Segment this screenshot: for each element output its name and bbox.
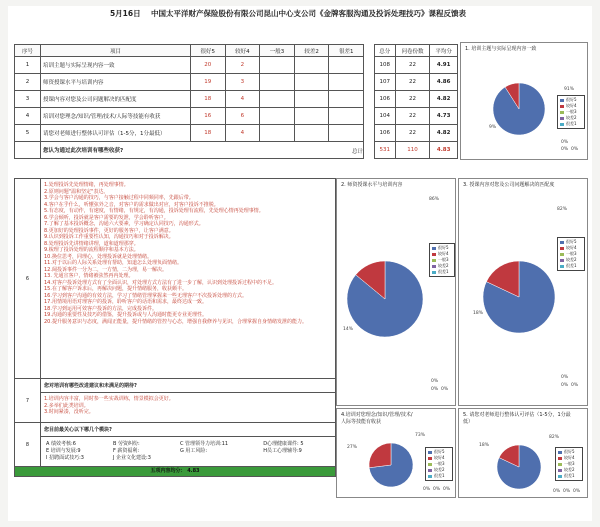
sum-total: 531 [375, 142, 396, 159]
row-item: 请您对老师进行整体认可评估（1-5分，1分最低） [41, 125, 191, 142]
pie-chart-4 [336, 408, 456, 498]
row-v4: 3 [225, 74, 260, 91]
chart-2-title: 2. 师资授课水平与培训内容 [341, 182, 403, 188]
score-row [375, 91, 458, 108]
pie-chart-5 [458, 408, 588, 498]
section-7-no: 7 [15, 379, 41, 423]
row-v5: 16 [191, 108, 226, 125]
score-total: 107 [375, 74, 396, 91]
feedback-sheet [8, 6, 592, 521]
row-v4: 4 [225, 91, 260, 108]
chart-4-label: 27% [347, 445, 358, 450]
col-avg: 平均分 [430, 45, 458, 57]
chart-3-label: 0% [561, 383, 569, 388]
score-avg: 4.82 [430, 125, 458, 142]
section-8-question: 您目前最关心以下哪几个模块? [41, 423, 336, 437]
chart-5-label: 0% [573, 489, 581, 494]
score-total: 104 [375, 108, 396, 125]
chart-2-label: 0% [441, 387, 449, 392]
question-row [15, 142, 364, 159]
section-6-content: 1.处理投诉先处理情绪，再处理事情。 2.原则问题"温和坚定"表达。 3.学会与客户沟通的技巧，与客户接触过程中同频同率，先跟后带。 4.客户在乎什么，听懂弦外之音，对客户的需求做出对应，对客户投诉不推脱。 5.有态度，有动作，有速度，有情绪，有规定，有沟通，投诉处理有流程，先处理心情再处理事情。 6.学会倾听，投诉就是客户需要的发泄，学会聆听客户。 7.了解了基本投诉概念，沟通六大要素，学习确定认同技巧，沟通形式。 8.更加好的处理投诉事件，更好的服务客户，让客户满意。 9.认识到投诉工作重要性认知，沟通技巧和对于投诉解决。 8.处理投诉先讲情绪讲理，道和道理那穿。 9.梳理了投诉处理的流程顺序和基本方法。 10.换位思考，同理心，处理投诉就是处理情绪。 11.对于以后的人际关系处理有帮助，知道怎么处理负面情绪。 12.阔投诉事件一分为二，一方情，二为理，易一解决。 13. 先通宣客户，情绪被弦然再内处理。 14.对客户投诉处理方式有了全面认识，对处理方式方法有了进一步了解，认识到处理投诉过程中的不足。 15.在了解客户诉求后，再解决问题，提升情绪服务，收获颇丰。 16.学习到客户沟通的有效方法，学习了情绪管理掌握来一些无理客户不次投诉处理的方式。 17.用情境用语对理客户的投诉，聆听客户的话语和需求，最终达成一致。 18.学习到运用可效客户投诉的方法，完成投诉件。 19.沟通的重要性及技巧的借鉴，提升投诉或与人沟通时能更专业更理性。 20.提升服务意识与态度，满闻正能量，提升情绪的管控与心态，增强自我修养与见识，合理掌握自身情绪发泄的能力。 [41, 179, 336, 379]
col-v3: 一般3 [260, 45, 295, 57]
report-date: 5月16日 [109, 9, 141, 18]
report-title: 中国太平洋财产保险股份有限公司昆山中心支公司《金牌客服沟通及投诉处理技巧》课程反馈表 [151, 9, 467, 18]
section-8-options: A 绩效考核:6 B 劳资纠纷: C 管理领导力培训:11 D心理健康课件: 5 E 培训与发展:9 F 薪资福利: G 用工风险: H员工心理辅导:9 I 招聘面试技巧:3 J 企业文化建设:3 [41, 437, 336, 467]
row-v4: 4 [225, 125, 260, 142]
table-row [15, 57, 364, 74]
score-total: 108 [375, 57, 396, 74]
col-v5: 很好5 [191, 45, 226, 57]
rating-table-header [15, 45, 364, 57]
pie-chart-1 [460, 42, 588, 160]
pie-chart-3 [458, 178, 588, 406]
table-row [15, 108, 364, 125]
row-item: 培训对您理念/知识/管理/技术/人际等技能有收获 [41, 108, 191, 125]
table-row [15, 125, 364, 142]
row-no: 4 [15, 108, 41, 125]
chart-5-label: 0% [563, 489, 571, 494]
page-title [8, 8, 568, 19]
score-total: 106 [375, 125, 396, 142]
chart-4-title: 4.培训对您理念/知识/管理/技术/人际等技能有收获 [341, 412, 413, 425]
score-row [375, 57, 458, 74]
chart-2-label: 0% [431, 379, 439, 384]
score-sum-row [375, 142, 458, 159]
section-7-question: 您对培训有哪些改进建议和未满足的期待? [41, 379, 336, 393]
chart-4-label: 0% [433, 487, 441, 492]
chart-2-legend: 很好5 较好4 一般3 较差2 很差1 [429, 243, 455, 277]
score-count: 22 [395, 108, 430, 125]
score-count: 22 [395, 74, 430, 91]
rating-table [14, 44, 364, 159]
sum-avg: 4.83 [430, 142, 458, 159]
chart-3-label: 18% [473, 311, 484, 316]
chart-5-label: 0% [553, 489, 561, 494]
pie-slice-c4-1 [369, 443, 391, 468]
pie-chart-2 [336, 178, 456, 406]
chart-3-title: 3. 授课内容对您及公司问题解决的匹配度 [463, 182, 555, 188]
score-avg: 4.82 [430, 91, 458, 108]
chart-3-label: 0% [561, 375, 569, 380]
row-item: 师资授课水平与培训内容 [41, 74, 191, 91]
chart-5-legend: 很好5 较好4 一般3 较差2 很差1 [555, 447, 583, 481]
chart-3-label: 82% [557, 207, 568, 212]
table-row [15, 91, 364, 108]
chart-1-legend: 很好5 较好4 一般3 较差2 很差1 [557, 95, 585, 129]
chart-4-legend: 很好5 较好4 一般3 较差2 很差1 [425, 447, 453, 481]
row-v5: 18 [191, 125, 226, 142]
chart-5-title: 5. 请您对老师进行整体认可评估（1-5分，1分最低） [463, 412, 571, 425]
col-total: 总分 [375, 45, 396, 57]
chart-3-label: 0% [571, 383, 579, 388]
chart-1-label: 0% [561, 147, 569, 152]
chart-4-label: 0% [443, 487, 451, 492]
row-v4: 6 [225, 108, 260, 125]
table-row [15, 74, 364, 91]
col-item: 项目 [41, 45, 191, 57]
score-row [375, 125, 458, 142]
col-v2: 较差2 [294, 45, 329, 57]
chart-2-label: 14% [343, 327, 354, 332]
score-row [375, 74, 458, 91]
section-8-no: 8 [15, 423, 41, 467]
score-count: 22 [395, 91, 430, 108]
chart-1-label: 0% [571, 147, 579, 152]
chart-3-svg [459, 179, 589, 407]
chart-4-label: 0% [423, 487, 431, 492]
feedback-details-table [14, 178, 336, 477]
chart-5-label: 18% [479, 443, 490, 448]
chart-3-legend: 很好5 较好4 一般3 较差2 很差1 [557, 237, 585, 271]
sum-count: 110 [395, 142, 430, 159]
row-no: 1 [15, 57, 41, 74]
chart-5-label: 82% [549, 435, 560, 440]
score-avg: 4.86 [430, 74, 458, 91]
row-v5: 20 [191, 57, 226, 74]
chart-2-svg [337, 179, 457, 407]
score-count: 22 [395, 57, 430, 74]
score-table [374, 44, 458, 159]
row-v4: 2 [225, 57, 260, 74]
row-no: 2 [15, 74, 41, 91]
col-no: 序号 [15, 45, 41, 57]
summary-bar: 五项内容均分： 4.83 [15, 467, 336, 477]
row-item: 授课内容对您及公司问题解决的匹配度 [41, 91, 191, 108]
sum-label: 总计 [352, 149, 364, 155]
chart-1-label: 9% [489, 125, 497, 130]
score-avg: 4.91 [430, 57, 458, 74]
score-total: 106 [375, 91, 396, 108]
col-count: 问卷份数 [395, 45, 430, 57]
chart-1-label: 0% [561, 140, 569, 145]
row-item: 培训主题与实际呈现内容一致 [41, 57, 191, 74]
score-row [375, 108, 458, 125]
score-avg: 4.73 [430, 108, 458, 125]
row-no: 5 [15, 125, 41, 142]
chart-1-title: 1. 培训主题与实际呈现内容一致 [465, 46, 537, 52]
col-v1: 很差1 [329, 45, 364, 57]
row-no: 3 [15, 91, 41, 108]
chart-4-label: 73% [415, 433, 426, 438]
score-count: 22 [395, 125, 430, 142]
section-7-content: 1.培训内容丰富，同时参一些实战训练，情景模拟会更好。 2.多举们此类培训。 3.时间紧凑，没听完。 [41, 393, 336, 423]
row-v5: 18 [191, 91, 226, 108]
col-v4: 较好4 [225, 45, 260, 57]
chart-1-label: 91% [564, 87, 575, 92]
chart-2-label: 0% [431, 387, 439, 392]
gains-question: 您认为通过此次培训有哪些收获? [41, 142, 364, 159]
chart-2-label: 86% [429, 197, 440, 202]
section-6-no: 6 [15, 179, 41, 379]
row-v5: 19 [191, 74, 226, 91]
